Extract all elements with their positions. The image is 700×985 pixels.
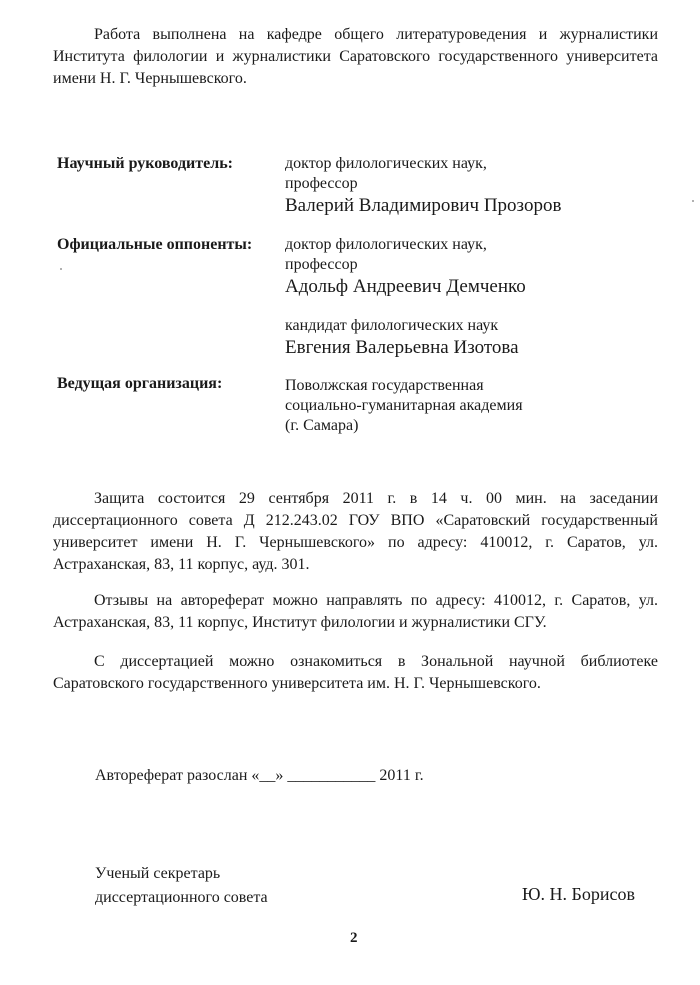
intro-paragraph: Работа выполнена на кафедре общего литературоведения и журналистики Института филологии и журналистики Саратовского государственного университета имени Н. Г. Чернышевского. <box>53 26 658 87</box>
opponents-label: Официальные оппоненты: <box>57 236 253 253</box>
opponent-first-name: Адольф Андреевич Демченко <box>285 276 526 297</box>
opponent-first-title: профессор <box>285 256 358 273</box>
opponent-first-degree: доктор филологических наук, <box>285 236 487 253</box>
secretary-line-2: диссертационного совета <box>95 889 268 906</box>
scan-speck <box>60 268 62 270</box>
opponent-second-block <box>285 316 519 360</box>
secretary-name: Ю. Н. Борисов <box>522 884 635 904</box>
page-number: 2 <box>350 930 358 946</box>
sent-date-line: Автореферат разослан «__» ___________ 2011 г. <box>95 767 424 784</box>
scan-speck <box>692 200 694 202</box>
secretary-block <box>95 862 268 910</box>
library-paragraph: С диссертацией можно ознакомиться в Зональной научной библиотеке Саратовского государственного университета им. Н. Г. Чернышевского. <box>53 653 658 692</box>
supervisor-title: профессор <box>285 175 358 192</box>
opponent-first-block <box>285 235 526 299</box>
defense-paragraph: Защита состоится 29 сентября 2011 г. в 14 ч. 00 мин. на заседании диссертационного совета Д 212.243.02 ГОУ ВПО «Саратовский государственный университет имени Н. Г. Чернышевского» по адресу: 410012, г. Саратов, ул. Астраханская, 83, 11 корпус, ауд. 301. <box>53 490 658 573</box>
organization-line-3: (г. Самара) <box>285 417 359 434</box>
secretary-line-1: Ученый секретарь <box>95 865 221 882</box>
organization-block <box>285 376 523 436</box>
supervisor-block <box>285 154 561 218</box>
supervisor-name: Валерий Владимирович Прозоров <box>285 195 562 216</box>
opponent-second-degree: кандидат филологических наук <box>285 317 499 334</box>
reviews-paragraph: Отзывы на автореферат можно направлять по адресу: 410012, г. Саратов, ул. Астраханская, 83, 11 корпус, Институт филологии и журналистики СГУ. <box>53 592 658 631</box>
organization-line-1: Поволжская государственная <box>285 377 484 394</box>
organization-label: Ведущая организация: <box>57 375 223 392</box>
opponent-second-name: Евгения Валерьевна Изотова <box>285 337 519 358</box>
supervisor-label: Научный руководитель: <box>57 155 233 172</box>
supervisor-degree: доктор филологических наук, <box>285 155 487 172</box>
organization-line-2: социально-гуманитарная академия <box>285 397 523 414</box>
